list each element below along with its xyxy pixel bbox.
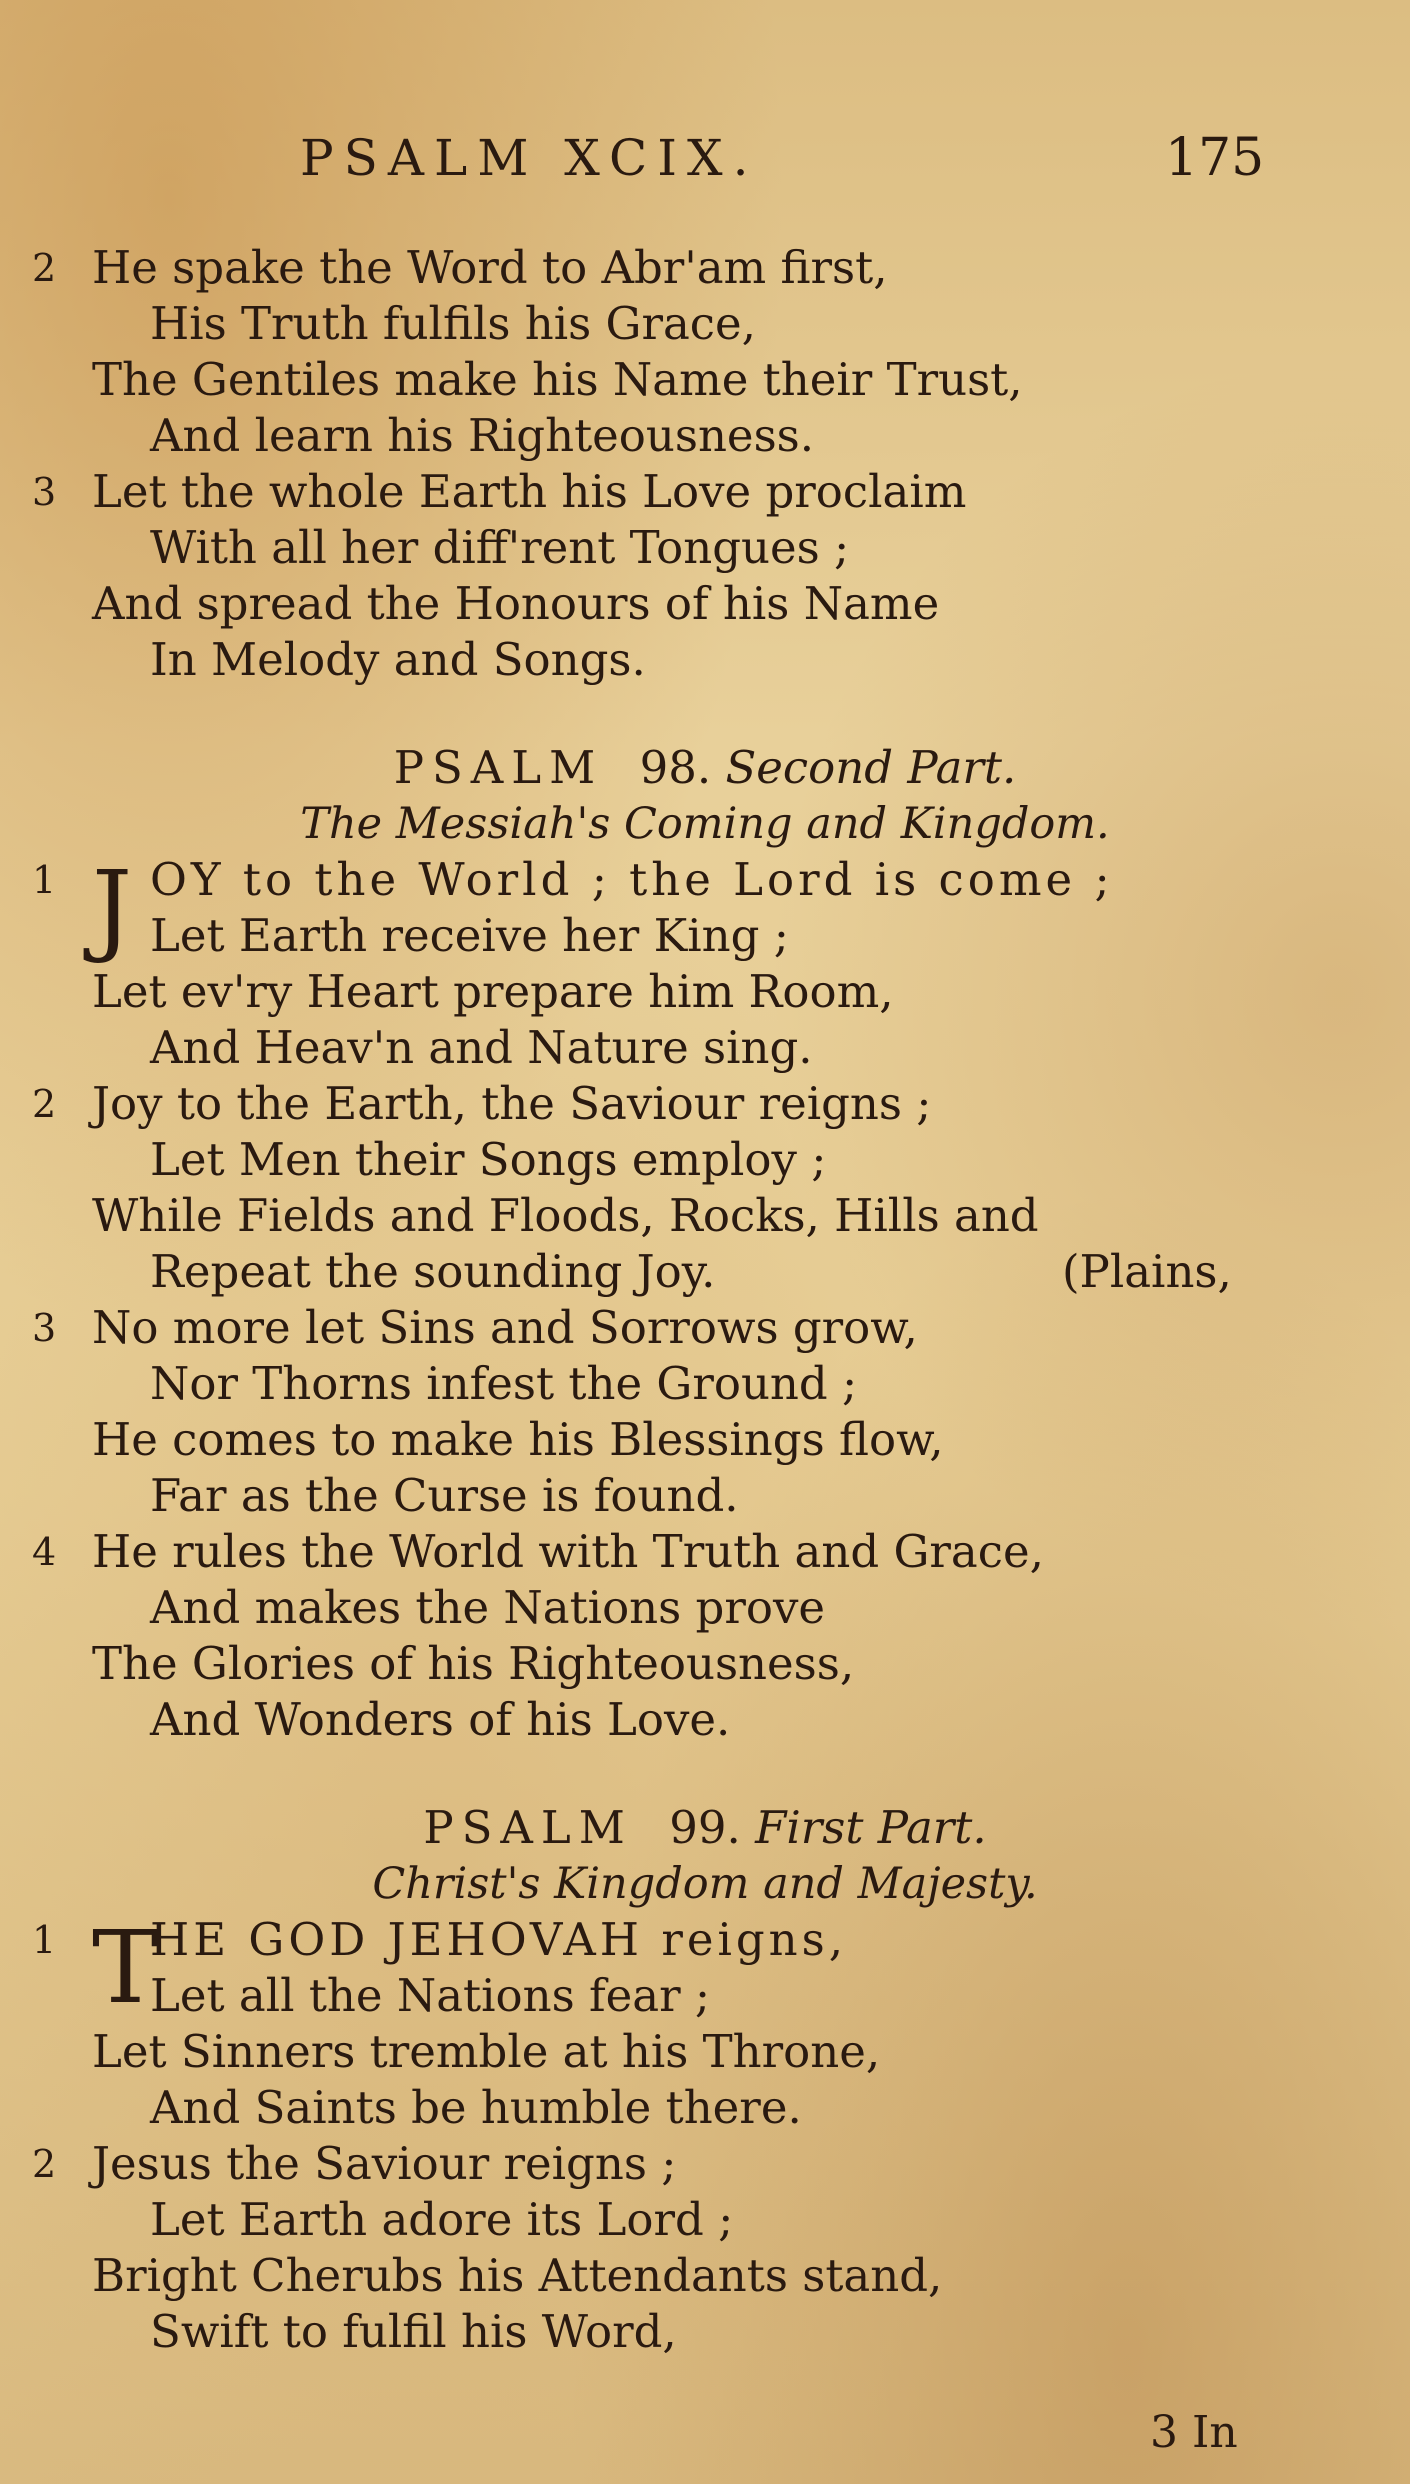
verse-text: In Melody and Songs.	[150, 633, 646, 686]
verse-text: Let Earth adore its Lord ;	[150, 2193, 734, 2246]
psalm-98-subtitle: The Messiah's Coming and Kingdom.	[300, 799, 1110, 849]
verse-line	[0, 1524, 1410, 1580]
psalm-label: PSALM	[423, 1801, 633, 1854]
page-text	[0, 240, 1410, 2360]
verse-line	[0, 408, 1410, 464]
verse-text: Repeat the sounding Joy.	[150, 1245, 716, 1298]
verse-line	[0, 240, 1410, 296]
psalm-number: 99.	[669, 1801, 741, 1854]
verse-line	[0, 576, 1410, 632]
verse-text: Joy to the Earth, the Saviour reigns ;	[92, 1077, 932, 1130]
verse-text: Let the whole Earth his Love proclaim	[92, 465, 967, 518]
page-header	[0, 118, 1410, 198]
verse-line	[0, 964, 1410, 1020]
verse-text: Far as the Curse is found.	[150, 1469, 739, 1522]
verse-line	[0, 1412, 1410, 1468]
verse-text: His Truth fulfils his Grace,	[150, 297, 756, 350]
verse-text: Let ev'ry Heart prepare him Room,	[92, 965, 894, 1018]
stanza-number: 1	[32, 858, 57, 902]
verse-text: Nor Thorns infest the Ground ;	[150, 1357, 858, 1410]
verse-line	[0, 1300, 1410, 1356]
psalm-99-title	[0, 1800, 1410, 1856]
verse-line	[0, 632, 1410, 688]
verse-text: Let Men their Songs employ ;	[150, 1133, 827, 1186]
verse-line	[0, 1636, 1410, 1692]
psalm-label: PSALM	[393, 741, 604, 794]
verse-text: With all her diff'rent Tongues ;	[150, 521, 850, 574]
verse-line	[0, 1244, 1410, 1300]
verse-line	[0, 296, 1410, 352]
verse-text: Let Sinners tremble at his Throne,	[92, 2025, 881, 2078]
stanza-number: 1	[32, 1918, 57, 1962]
verse-line	[0, 1692, 1410, 1748]
psalm-99-subtitle: Christ's Kingdom and Majesty.	[372, 1859, 1038, 1909]
verse-text: He spake the Word to Abr'am first,	[92, 241, 888, 294]
verse-text: Swift to fulfil his Word,	[150, 2305, 677, 2358]
verse-text: Let all the Nations fear ;	[150, 1969, 711, 2022]
verse-line	[0, 2192, 1410, 2248]
psalm-98-title	[0, 740, 1410, 796]
verse-line	[0, 908, 1410, 964]
verse-text: While Fields and Floods, Rocks, Hills and	[92, 1189, 1039, 1242]
verse-line	[0, 1468, 1410, 1524]
drop-cap: J	[92, 849, 133, 966]
verse-text: Let Earth receive her King ;	[150, 909, 789, 962]
stanza-number: 2	[32, 2142, 57, 2186]
verse-text: And makes the Nations prove	[150, 1581, 825, 1634]
psalm-number: 98.	[639, 741, 712, 794]
verse-line	[0, 464, 1410, 520]
stanza-number: 2	[32, 246, 57, 290]
verse-line	[0, 2080, 1410, 2136]
verse-text: He rules the World with Truth and Grace,	[92, 1525, 1044, 1578]
verse-line	[0, 1580, 1410, 1636]
verse-line	[0, 520, 1410, 576]
verse-line	[0, 1968, 1410, 2024]
psalm-part: First Part.	[755, 1801, 987, 1854]
verse-text: OY to the World ; the Lord is come ;	[150, 853, 1114, 906]
drop-cap: T	[92, 1909, 159, 2026]
stanza-number: 2	[32, 1082, 57, 1126]
verse-text: And Wonders of his Love.	[150, 1693, 731, 1746]
verse-text: The Gentiles make his Name their Trust,	[92, 353, 1023, 406]
verse-line	[0, 2248, 1410, 2304]
stanza-number: 3	[32, 470, 57, 514]
verse-text: And Saints be humble there.	[150, 2081, 802, 2134]
verse-line	[0, 1188, 1410, 1244]
turnover-word: (Plains,	[1062, 1245, 1232, 1298]
verse-text: And Heav'n and Nature sing.	[150, 1021, 813, 1074]
verse-line	[0, 352, 1410, 408]
verse-line	[0, 1356, 1410, 1412]
catchword: 3 In	[1150, 2407, 1238, 2458]
verse-text: HE GOD JEHOVAH reigns,	[150, 1913, 848, 1966]
verse-text: No more let Sins and Sorrows grow,	[92, 1301, 918, 1354]
verse-text: And spread the Honours of his Name	[92, 577, 940, 630]
verse-text: And learn his Righteousness.	[150, 409, 815, 462]
verse-line	[0, 2304, 1410, 2360]
page-number: 175	[1165, 128, 1265, 188]
stanza-number: 3	[32, 1306, 57, 1350]
verse-text: Bright Cherubs his Attendants stand,	[92, 2249, 943, 2302]
psalm-part: Second Part.	[725, 741, 1017, 794]
verse-text: Jesus the Saviour reigns ;	[92, 2137, 677, 2190]
verse-line	[0, 2136, 1410, 2192]
verse-text: He comes to make his Blessings flow,	[92, 1413, 944, 1466]
verse-line	[0, 1020, 1410, 1076]
verse-text: The Glories of his Righteousness,	[92, 1637, 855, 1690]
verse-line	[0, 1076, 1410, 1132]
verse-line	[0, 2024, 1410, 2080]
running-head: PSALM XCIX.	[300, 129, 759, 187]
stanza-number: 4	[32, 1530, 57, 1574]
verse-line	[0, 1132, 1410, 1188]
